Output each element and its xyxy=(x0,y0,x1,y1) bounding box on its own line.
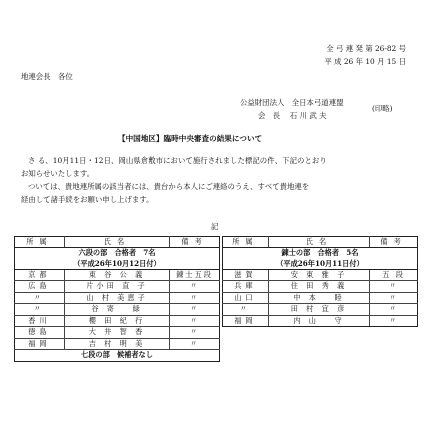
seal-omitted: (印略) xyxy=(372,104,393,113)
table-footer: 七段の部 候補者なし xyxy=(15,350,220,362)
table-row xyxy=(15,292,220,304)
table-row xyxy=(223,281,418,293)
row-name: 片小田 直 子 xyxy=(64,281,169,293)
document-date: 平 成 26 年 10 月 15 日 xyxy=(324,57,406,66)
row-name: 谷 寄 緑 xyxy=(64,304,169,316)
row-remarks: 〃 xyxy=(170,292,220,304)
row-name: 東 谷 公 義 xyxy=(64,269,169,281)
row-name: 内 山 守 xyxy=(268,315,369,327)
row-affiliation: 山口 xyxy=(223,292,269,304)
row-remarks: 〃 xyxy=(170,281,220,293)
table-row xyxy=(223,269,418,281)
column-header-remarks: 備考 xyxy=(370,237,418,248)
left-roster-table xyxy=(14,236,220,362)
row-name: 吉 村 明 美 xyxy=(64,338,169,350)
sender-name: 会 長 石 川 武 夫 xyxy=(258,111,327,120)
body-line-4: 経由して諸手続をお願い申し上げます。 xyxy=(21,195,154,204)
table-row xyxy=(223,292,418,304)
body-line-1: さ る、10月11日・12日、岡山県倉敷市において施行されました標記の件、下記のとおり xyxy=(28,156,327,165)
row-name: 田 村 宜 彦 xyxy=(268,304,369,316)
column-header-affiliation: 所属 xyxy=(223,237,269,248)
document-number: 全 弓 連 発 第 26-82 号 xyxy=(326,44,406,53)
ki-heading: 記 xyxy=(211,222,219,231)
row-remarks: 〃 xyxy=(370,315,418,327)
column-header-affiliation: 所属 xyxy=(15,237,65,248)
document-title: 【中国地区】臨時中央審査の結果について xyxy=(118,134,263,143)
row-affiliation: 京都 xyxy=(15,269,65,281)
row-name: 中 本 睦 xyxy=(268,292,369,304)
table-row xyxy=(15,269,220,281)
row-remarks: 五 段 xyxy=(370,269,418,281)
table-row xyxy=(223,315,418,327)
body-line-2: お知らせいたします。 xyxy=(21,169,95,178)
row-name: 山 村 美恵子 xyxy=(64,292,169,304)
table-row xyxy=(15,338,220,350)
row-affiliation: 〃 xyxy=(223,304,269,316)
row-affiliation: 福岡 xyxy=(223,315,269,327)
row-remarks: 錬士五段 xyxy=(170,269,220,281)
table-row xyxy=(15,327,220,339)
column-header-name: 氏名 xyxy=(64,237,169,248)
row-affiliation: 広島 xyxy=(15,281,65,293)
table-row xyxy=(15,281,220,293)
row-affiliation: 兵庫 xyxy=(223,281,269,293)
table-row xyxy=(15,304,220,316)
table-caption: 六段の部 合格者 7名 xyxy=(15,248,220,259)
row-remarks: 〃 xyxy=(370,292,418,304)
row-affiliation: 徳島 xyxy=(15,327,65,339)
row-affiliation: 滋賀 xyxy=(223,269,269,281)
row-name: 住 田 秀 義 xyxy=(268,281,369,293)
right-roster-table xyxy=(222,236,418,327)
row-remarks: 〃 xyxy=(370,304,418,316)
row-affiliation: 〃 xyxy=(15,292,65,304)
row-name: 安 東 雅 子 xyxy=(268,269,369,281)
column-header-name: 氏名 xyxy=(268,237,369,248)
table-row xyxy=(223,304,418,316)
row-affiliation: 福岡 xyxy=(15,338,65,350)
row-remarks: 〃 xyxy=(370,281,418,293)
column-header-remarks: 備考 xyxy=(170,237,220,248)
row-affiliation: 〃 xyxy=(15,304,65,316)
table-caption: 錬士の部 合格者 5名 xyxy=(223,248,418,259)
row-remarks: 〃 xyxy=(170,327,220,339)
sender-organization: 公益財団法人 全日本弓道連盟 xyxy=(240,98,344,107)
row-remarks: 〃 xyxy=(170,315,220,327)
table-row xyxy=(15,315,220,327)
body-line-3: ついては、貴地連所属の該当者には、貴台から本人にご連絡のうえ、すべて貴地連を xyxy=(28,182,310,191)
row-name: 大 井 智 香 xyxy=(64,327,169,339)
table-date: （平成26年10月12日付） xyxy=(15,259,220,270)
row-remarks: 〃 xyxy=(170,304,220,316)
addressee: 地連会長 各位 xyxy=(21,72,73,81)
table-date: （平成26年10月11日付） xyxy=(223,259,418,270)
row-affiliation: 香川 xyxy=(15,315,65,327)
row-name: 櫻 田 紀 行 xyxy=(64,315,169,327)
row-remarks: 〃 xyxy=(170,338,220,350)
